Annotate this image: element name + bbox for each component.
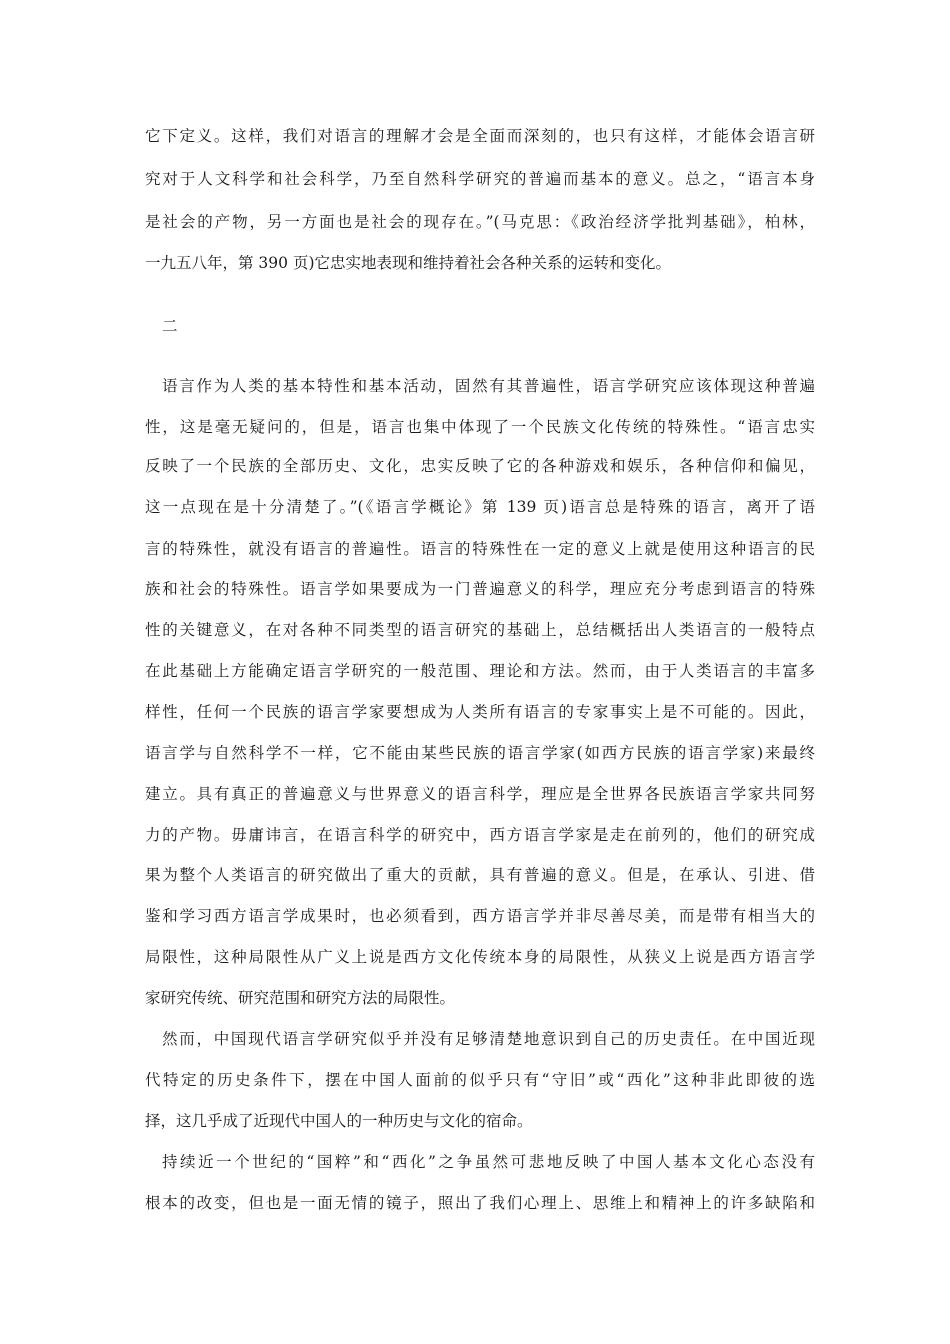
text-line: 择，这几乎成了近现代中国人的一种历史与文化的宿命。 <box>145 1112 533 1130</box>
text-line: 鉴和学习西方语言学成果时，也必须看到，西方语言学并非尽善尽美，而是带有相当大的 <box>145 907 815 925</box>
section-heading: 二 <box>162 317 178 335</box>
text-line: 持续近一个世纪的“国粹”和“西化”之争虽然可悲地反映了中国人基本文化心态没有 <box>162 1153 815 1171</box>
text-line: 局限性，这种局限性从广义上说是西方文化传统本身的局限性，从狭义上说是西方语言学 <box>145 948 815 966</box>
text-line: 代特定的历史条件下，摆在中国人面前的似乎只有“守旧”或“西化”这种非此即彼的选 <box>145 1071 815 1089</box>
text-line: 反映了一个民族的全部历史、文化，忠实反映了它的各种游戏和娱乐，各种信仰和偏见， <box>145 457 815 475</box>
text-line: 语言学与自然科学不一样，它不能由某些民族的语言学家(如西方民族的语言学家)来最终 <box>145 744 815 762</box>
text-line: 样性，任何一个民族的语言学家要想成为人类所有语言的专家事实上是不可能的。因此， <box>145 703 815 721</box>
text-line: 究对于人文科学和社会科学，乃至自然科学研究的普遍而基本的意义。总之，“语言本身 <box>145 170 815 188</box>
text-line: 果为整个人类语言的研究做出了重大的贡献，具有普遍的意义。但是，在承认、引进、借 <box>145 866 815 884</box>
text-line: 是社会的产物，另一方面也是社会的现存在。”(马克思：《政治经济学批判基础》，柏林， <box>145 213 815 231</box>
text-line: 然而，中国现代语言学研究似乎并没有足够清楚地意识到自己的历史责任。在中国近现 <box>162 1030 815 1048</box>
text-line: 在此基础上方能确定语言学研究的一般范围、理论和方法。然而，由于人类语言的丰富多 <box>145 662 815 680</box>
text-line: 这一点现在是十分清楚了。”(《语言学概论》第 139 页)语言总是特殊的语言，离开了语 <box>145 498 815 516</box>
text-line: 族和社会的特殊性。语言学如果要成为一门普遍意义的科学，理应充分考虑到语言的特殊 <box>145 580 815 598</box>
text-line: 性的关键意义，在对各种不同类型的语言研究的基础上，总结概括出人类语言的一般特点 <box>145 621 815 639</box>
text-line: 一九五八年，第 390 页)它忠实地表现和维持着社会各种关系的运转和变化。 <box>145 254 671 272</box>
text-line: 语言作为人类的基本特性和基本活动，固然有其普遍性，语言学研究应该体现这种普遍 <box>162 377 815 395</box>
text-line: 根本的改变，但也是一面无情的镜子，照出了我们心理上、思维上和精神上的许多缺陷和 <box>145 1194 815 1212</box>
text-line: 建立。具有真正的普遍意义与世界意义的语言科学，理应是全世界各民族语言学家共同努 <box>145 785 815 803</box>
text-line: 言的特殊性，就没有语言的普遍性。语言的特殊性在一定的意义上就是使用这种语言的民 <box>145 540 815 558</box>
text-line: 力的产物。毋庸讳言，在语言科学的研究中，西方语言学家是走在前列的，他们的研究成 <box>145 826 815 844</box>
text-line: 家研究传统、研究范围和研究方法的局限性。 <box>145 989 456 1007</box>
text-line: 性，这是毫无疑问的，但是，语言也集中体现了一个民族文化传统的特殊性。“语言忠实 <box>145 418 815 436</box>
text-line: 它下定义。这样，我们对语言的理解才会是全面而深刻的，也只有这样，才能体会语言研 <box>145 127 815 145</box>
